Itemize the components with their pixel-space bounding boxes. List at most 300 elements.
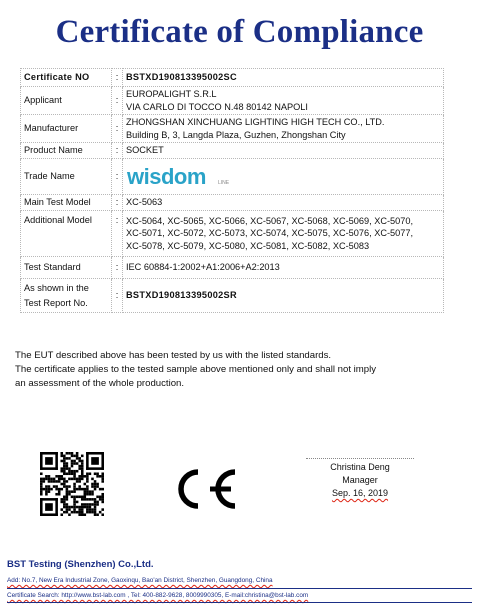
qr-module bbox=[66, 485, 69, 488]
qr-module bbox=[66, 511, 69, 514]
qr-module bbox=[78, 508, 81, 511]
test-standard-value: IEC 60884-1:2002+A1:2006+A2:2013 bbox=[123, 257, 444, 279]
row-manufacturer bbox=[21, 115, 444, 143]
row-applicant bbox=[21, 87, 444, 115]
qr-module bbox=[63, 467, 66, 470]
qr-module bbox=[71, 460, 74, 463]
qr-module bbox=[48, 478, 51, 481]
qr-module bbox=[66, 498, 69, 501]
qr-module bbox=[101, 501, 104, 504]
qr-module bbox=[94, 506, 97, 509]
qr-module bbox=[55, 485, 58, 488]
qr-module bbox=[53, 485, 56, 488]
qr-module bbox=[68, 490, 71, 493]
qr-module bbox=[71, 452, 74, 455]
qr-module bbox=[96, 483, 99, 486]
qr-module bbox=[63, 478, 66, 481]
qr-module bbox=[60, 498, 63, 501]
qr-module bbox=[48, 475, 51, 478]
qr-module bbox=[71, 465, 74, 468]
qr-module bbox=[99, 498, 102, 501]
qr-module bbox=[96, 503, 99, 506]
qr-module bbox=[101, 498, 104, 501]
separator: : bbox=[112, 195, 123, 211]
qr-module bbox=[58, 478, 61, 481]
qr-module bbox=[63, 455, 66, 458]
row-trade-name bbox=[21, 159, 444, 195]
qr-module bbox=[66, 496, 69, 499]
qr-module bbox=[58, 493, 61, 496]
qr-module bbox=[81, 470, 84, 473]
separator: : bbox=[112, 143, 123, 159]
qr-module bbox=[76, 457, 79, 460]
additional-model-label: Additional Model bbox=[21, 211, 112, 257]
statement-line-1: The EUT described above has been tested by us with the listed standards. bbox=[15, 350, 332, 361]
qr-module bbox=[94, 472, 97, 475]
qr-module bbox=[99, 511, 102, 514]
test-report-value: BSTXD190813395002SR bbox=[123, 279, 444, 313]
qr-module bbox=[86, 485, 89, 488]
qr-module bbox=[55, 498, 58, 516]
qr-module bbox=[63, 460, 66, 463]
qr-module bbox=[73, 470, 76, 473]
qr-module bbox=[73, 490, 76, 493]
qr-module bbox=[40, 480, 43, 483]
qr-module bbox=[96, 475, 99, 478]
qr-module bbox=[60, 508, 63, 511]
qr-module bbox=[84, 513, 87, 516]
trade-name-value bbox=[123, 159, 444, 195]
qr-module bbox=[86, 480, 89, 483]
test-report-label-line-1: As shown in the bbox=[24, 282, 89, 293]
issuer-company-name: BST Testing (Shenzhen) Co.,Ltd. bbox=[7, 559, 154, 570]
statement-line-2: The certificate applies to the tested sample above mentioned only and shall not imply bbox=[15, 363, 377, 375]
separator: : bbox=[112, 69, 123, 87]
qr-module bbox=[81, 465, 84, 468]
qr-module bbox=[94, 480, 97, 483]
qr-module bbox=[91, 511, 94, 514]
qr-module bbox=[101, 508, 104, 511]
qr-module bbox=[94, 501, 97, 504]
qr-module bbox=[55, 452, 58, 470]
qr-module bbox=[63, 503, 66, 506]
product-name-label: Product Name bbox=[21, 143, 112, 159]
qr-module bbox=[73, 506, 76, 509]
applicant-name: EUROPALIGHT S.R.L bbox=[126, 89, 217, 99]
ce-mark-e-bar bbox=[210, 487, 231, 492]
qr-module bbox=[66, 490, 69, 493]
qr-module bbox=[94, 508, 97, 511]
qr-module bbox=[76, 455, 79, 458]
qr-module bbox=[73, 478, 76, 481]
qr-module bbox=[63, 457, 66, 460]
qr-module bbox=[76, 480, 79, 483]
qr-module bbox=[58, 475, 61, 478]
wisdom-logo bbox=[126, 165, 440, 189]
qr-module bbox=[81, 508, 84, 511]
qr-module bbox=[73, 485, 76, 488]
applicant-label: Applicant bbox=[21, 87, 112, 115]
qr-module bbox=[60, 501, 63, 504]
qr-module bbox=[86, 452, 89, 470]
qr-module bbox=[78, 485, 81, 488]
qr-module bbox=[84, 506, 87, 509]
qr-module bbox=[73, 501, 76, 504]
qr-module bbox=[40, 498, 43, 516]
qr-module bbox=[94, 485, 97, 488]
qr-module bbox=[63, 462, 66, 465]
footer-divider-bottom bbox=[7, 602, 472, 603]
qr-module bbox=[96, 496, 99, 499]
qr-module bbox=[101, 478, 104, 481]
logo-suffix: LINE bbox=[218, 179, 230, 186]
qr-module bbox=[68, 478, 71, 481]
qr-module bbox=[99, 475, 102, 478]
qr-module bbox=[94, 513, 97, 516]
qr-module bbox=[91, 457, 99, 465]
qr-module bbox=[68, 472, 71, 475]
test-report-label-line-2: Test Report No. bbox=[24, 298, 88, 308]
qr-module bbox=[91, 478, 94, 481]
additional-model-value bbox=[123, 211, 444, 257]
qr-module bbox=[45, 485, 48, 488]
qr-module bbox=[66, 493, 69, 496]
qr-module bbox=[45, 478, 48, 481]
signatory-role: Manager bbox=[342, 475, 378, 485]
qr-module bbox=[45, 503, 53, 511]
qr-module bbox=[68, 467, 71, 470]
manufacturer-name: ZHONGSHAN XINCHUANG LIGHTING HIGH TECH CO., LTD. bbox=[126, 117, 385, 127]
qr-module bbox=[76, 452, 79, 455]
qr-module bbox=[50, 488, 53, 491]
qr-module bbox=[73, 455, 76, 458]
qr-module bbox=[96, 472, 99, 475]
compliance-statement bbox=[15, 349, 460, 390]
qr-module bbox=[63, 483, 66, 486]
qr-module bbox=[86, 478, 89, 481]
qr-module bbox=[50, 478, 53, 481]
separator: : bbox=[112, 87, 123, 115]
qr-module bbox=[60, 455, 63, 458]
qr-module bbox=[86, 493, 89, 496]
additional-model-line-1: XC-5064, XC-5065, XC-5066, XC-5067, XC-5068, XC-5069, XC-5070, bbox=[126, 215, 414, 226]
qr-module bbox=[89, 511, 92, 514]
qr-module bbox=[68, 457, 71, 460]
qr-module bbox=[60, 467, 63, 470]
qr-module bbox=[81, 511, 84, 514]
qr-module bbox=[76, 478, 79, 481]
qr-module bbox=[81, 513, 84, 516]
qr-module bbox=[91, 498, 94, 501]
qr-module bbox=[48, 490, 51, 493]
qr-module bbox=[55, 493, 58, 496]
qr-module bbox=[101, 452, 104, 470]
logo-text: wisdom bbox=[127, 163, 206, 189]
signature-line bbox=[306, 458, 414, 459]
qr-module bbox=[73, 488, 76, 491]
qr-module bbox=[99, 496, 102, 499]
qr-module bbox=[63, 501, 66, 504]
qr-module bbox=[66, 457, 69, 460]
qr-module bbox=[101, 472, 104, 475]
qr-module bbox=[40, 490, 43, 493]
qr-module bbox=[45, 475, 48, 478]
qr-module bbox=[71, 496, 74, 499]
qr-module bbox=[73, 511, 76, 514]
qr-module bbox=[78, 467, 81, 470]
ce-mark bbox=[164, 466, 240, 512]
ce-mark-label: CE bbox=[164, 466, 166, 467]
trade-name-label: Trade Name bbox=[21, 159, 112, 195]
qr-module bbox=[48, 480, 51, 483]
qr-module bbox=[81, 467, 84, 470]
qr-module bbox=[96, 501, 99, 504]
qr-module bbox=[73, 460, 76, 463]
qr-module bbox=[63, 485, 66, 488]
qr-module bbox=[84, 490, 87, 493]
row-certificate-no bbox=[21, 69, 444, 87]
qr-module bbox=[43, 488, 46, 491]
qr-module bbox=[73, 508, 76, 511]
qr-module bbox=[71, 490, 74, 493]
qr-module bbox=[94, 488, 97, 491]
qr-module bbox=[78, 513, 81, 516]
qr-module bbox=[81, 498, 84, 501]
qr-module bbox=[68, 470, 71, 473]
qr-module bbox=[91, 508, 94, 511]
qr-module bbox=[89, 508, 92, 511]
qr-module bbox=[84, 493, 87, 496]
applicant-value bbox=[123, 87, 444, 115]
certificate-title: Certificate of Compliance bbox=[55, 14, 424, 50]
qr-module bbox=[91, 503, 94, 506]
qr-module bbox=[81, 496, 84, 499]
additional-model-line-2: XC-5071, XC-5072, XC-5073, XC-5074, XC-5075, XC-5076, XC-5077, bbox=[126, 228, 414, 239]
qr-module bbox=[78, 460, 81, 463]
row-product-name bbox=[21, 143, 444, 159]
qr-module bbox=[78, 488, 81, 491]
qr-module bbox=[94, 503, 97, 506]
qr-module bbox=[53, 478, 56, 481]
qr-module bbox=[91, 493, 94, 496]
qr-module bbox=[68, 508, 71, 511]
qr-module bbox=[55, 480, 58, 483]
qr-module bbox=[71, 470, 74, 473]
qr-module bbox=[84, 503, 87, 506]
qr-module bbox=[40, 485, 43, 488]
qr-module bbox=[81, 475, 84, 478]
qr-module bbox=[63, 472, 66, 475]
qr-module bbox=[84, 483, 87, 486]
qr-module bbox=[78, 480, 81, 483]
qr-module bbox=[60, 513, 63, 516]
certificate-details-table bbox=[20, 68, 444, 313]
qr-module bbox=[66, 508, 69, 511]
qr-module bbox=[43, 478, 46, 481]
signature-block bbox=[306, 458, 414, 500]
qr-module bbox=[101, 475, 104, 478]
qr-module bbox=[101, 496, 104, 499]
qr-module bbox=[71, 455, 74, 458]
row-test-report bbox=[21, 279, 444, 313]
qr-module bbox=[86, 498, 89, 501]
qr-module bbox=[78, 511, 81, 514]
qr-module bbox=[86, 467, 104, 470]
qr-module bbox=[73, 462, 76, 465]
qr-module bbox=[73, 496, 76, 499]
qr-module bbox=[63, 496, 66, 499]
qr-module bbox=[94, 498, 97, 501]
qr-module bbox=[53, 480, 56, 483]
qr-module bbox=[60, 460, 63, 463]
qr-module bbox=[58, 488, 61, 491]
qr-module bbox=[76, 496, 79, 499]
qr-module bbox=[76, 470, 79, 473]
manufacturer-value bbox=[123, 115, 444, 143]
ce-mark-c bbox=[181, 472, 198, 506]
qr-module bbox=[60, 470, 63, 473]
qr-module bbox=[45, 457, 53, 465]
qr-module bbox=[55, 475, 58, 478]
qr-module bbox=[63, 470, 66, 473]
certificate-no-label: Certificate NO bbox=[21, 69, 112, 87]
qr-module bbox=[50, 480, 53, 483]
qr-module bbox=[58, 480, 61, 483]
qr-module bbox=[78, 465, 81, 468]
qr-module bbox=[66, 462, 69, 465]
qr-module bbox=[71, 472, 74, 475]
qr-module bbox=[86, 511, 89, 514]
separator: : bbox=[112, 115, 123, 143]
qr-module bbox=[84, 475, 87, 478]
qr-module bbox=[66, 488, 69, 491]
wisdom-logo-graphic bbox=[126, 164, 238, 190]
qr-module bbox=[81, 478, 84, 481]
qr-module bbox=[89, 490, 92, 493]
qr-module bbox=[86, 503, 89, 506]
qr-module bbox=[101, 513, 104, 516]
qr-module bbox=[73, 483, 76, 486]
main-test-model-value: XC-5063 bbox=[123, 195, 444, 211]
qr-module bbox=[45, 493, 48, 496]
qr-module bbox=[76, 462, 79, 465]
qr-module bbox=[86, 508, 89, 511]
qr-module bbox=[68, 513, 71, 516]
qr-module bbox=[60, 475, 63, 478]
qr-module bbox=[91, 483, 94, 486]
issuer-address: Add: No.7, New Era Industrial Zone, Gaoxinqu, Bao'an District, Shenzhen, Guangdong, China bbox=[7, 577, 273, 584]
qr-module bbox=[78, 457, 81, 460]
qr-module bbox=[58, 490, 61, 493]
qr-module bbox=[68, 506, 71, 509]
qr-module bbox=[48, 488, 51, 491]
qr-module bbox=[40, 498, 58, 501]
qr-module bbox=[63, 465, 66, 468]
qr-module bbox=[101, 493, 104, 496]
statement-line-3: an assessment of the whole production. bbox=[15, 377, 185, 389]
qr-module bbox=[86, 506, 89, 509]
qr-module bbox=[66, 506, 69, 509]
qr-module bbox=[81, 455, 84, 458]
qr-module bbox=[40, 488, 43, 491]
qr-module bbox=[73, 475, 76, 478]
qr-module bbox=[71, 506, 74, 509]
qr-module bbox=[40, 452, 58, 455]
qr-module bbox=[71, 462, 74, 465]
qr-module bbox=[89, 503, 92, 506]
qr-module bbox=[78, 475, 81, 478]
test-standard-label: Test Standard bbox=[21, 257, 112, 279]
qr-module bbox=[76, 501, 79, 504]
manufacturer-address: Building B, 3, Langda Plaza, Guzhen, Zhongshan City bbox=[126, 129, 346, 140]
qr-module bbox=[66, 480, 69, 483]
qr-module bbox=[86, 490, 89, 493]
qr-module bbox=[76, 488, 79, 491]
qr-module bbox=[86, 488, 89, 491]
qr-module bbox=[86, 475, 89, 478]
qr-module bbox=[43, 480, 46, 483]
qr-module bbox=[48, 485, 51, 488]
qr-module bbox=[81, 488, 84, 491]
qr-module bbox=[63, 506, 66, 509]
qr-module bbox=[101, 480, 104, 483]
qr-module bbox=[71, 478, 74, 481]
qr-module bbox=[84, 488, 87, 491]
qr-module bbox=[89, 472, 92, 475]
qr-module bbox=[40, 452, 43, 470]
test-report-label bbox=[21, 279, 112, 313]
qr-module bbox=[63, 480, 66, 483]
certificate-no-value: BSTXD190813395002SC bbox=[123, 69, 444, 87]
qr-module bbox=[78, 506, 81, 509]
row-test-standard bbox=[21, 257, 444, 279]
separator: : bbox=[112, 159, 123, 195]
qr-module bbox=[101, 488, 104, 491]
qr-module bbox=[60, 452, 63, 455]
product-name-value: SOCKET bbox=[123, 143, 444, 159]
qr-module bbox=[66, 503, 69, 506]
qr-module bbox=[40, 513, 58, 516]
qr-module bbox=[40, 493, 43, 496]
qr-module bbox=[81, 460, 84, 463]
qr-module bbox=[76, 506, 79, 509]
qr-module bbox=[86, 452, 104, 455]
qr-module bbox=[68, 485, 71, 488]
qr-module bbox=[91, 490, 94, 493]
issuer-contact: Certificate Search: http://www.bst-lab.com , Tel: 400-882-9628, 8009990305, E-mail:christina@bst-lab.com bbox=[7, 592, 309, 599]
qr-module bbox=[89, 506, 92, 509]
qr-module bbox=[81, 462, 84, 465]
qr-module bbox=[60, 478, 63, 481]
qr-module bbox=[89, 493, 92, 496]
applicant-address: VIA CARLO DI TOCCO N.48 80142 NAPOLI bbox=[126, 101, 308, 112]
qr-module bbox=[81, 472, 84, 475]
qr-module bbox=[40, 472, 43, 475]
footer-divider-top bbox=[7, 588, 472, 589]
qr-code bbox=[40, 452, 104, 516]
qr-module bbox=[68, 452, 71, 455]
qr-module bbox=[45, 488, 48, 491]
qr-module bbox=[94, 511, 97, 514]
qr-module bbox=[78, 496, 81, 499]
qr-module bbox=[81, 506, 84, 509]
separator: : bbox=[112, 257, 123, 279]
qr-module bbox=[84, 498, 87, 501]
row-additional-model bbox=[21, 211, 444, 257]
qr-module bbox=[96, 513, 99, 516]
qr-module bbox=[66, 467, 69, 470]
row-main-test-model bbox=[21, 195, 444, 211]
